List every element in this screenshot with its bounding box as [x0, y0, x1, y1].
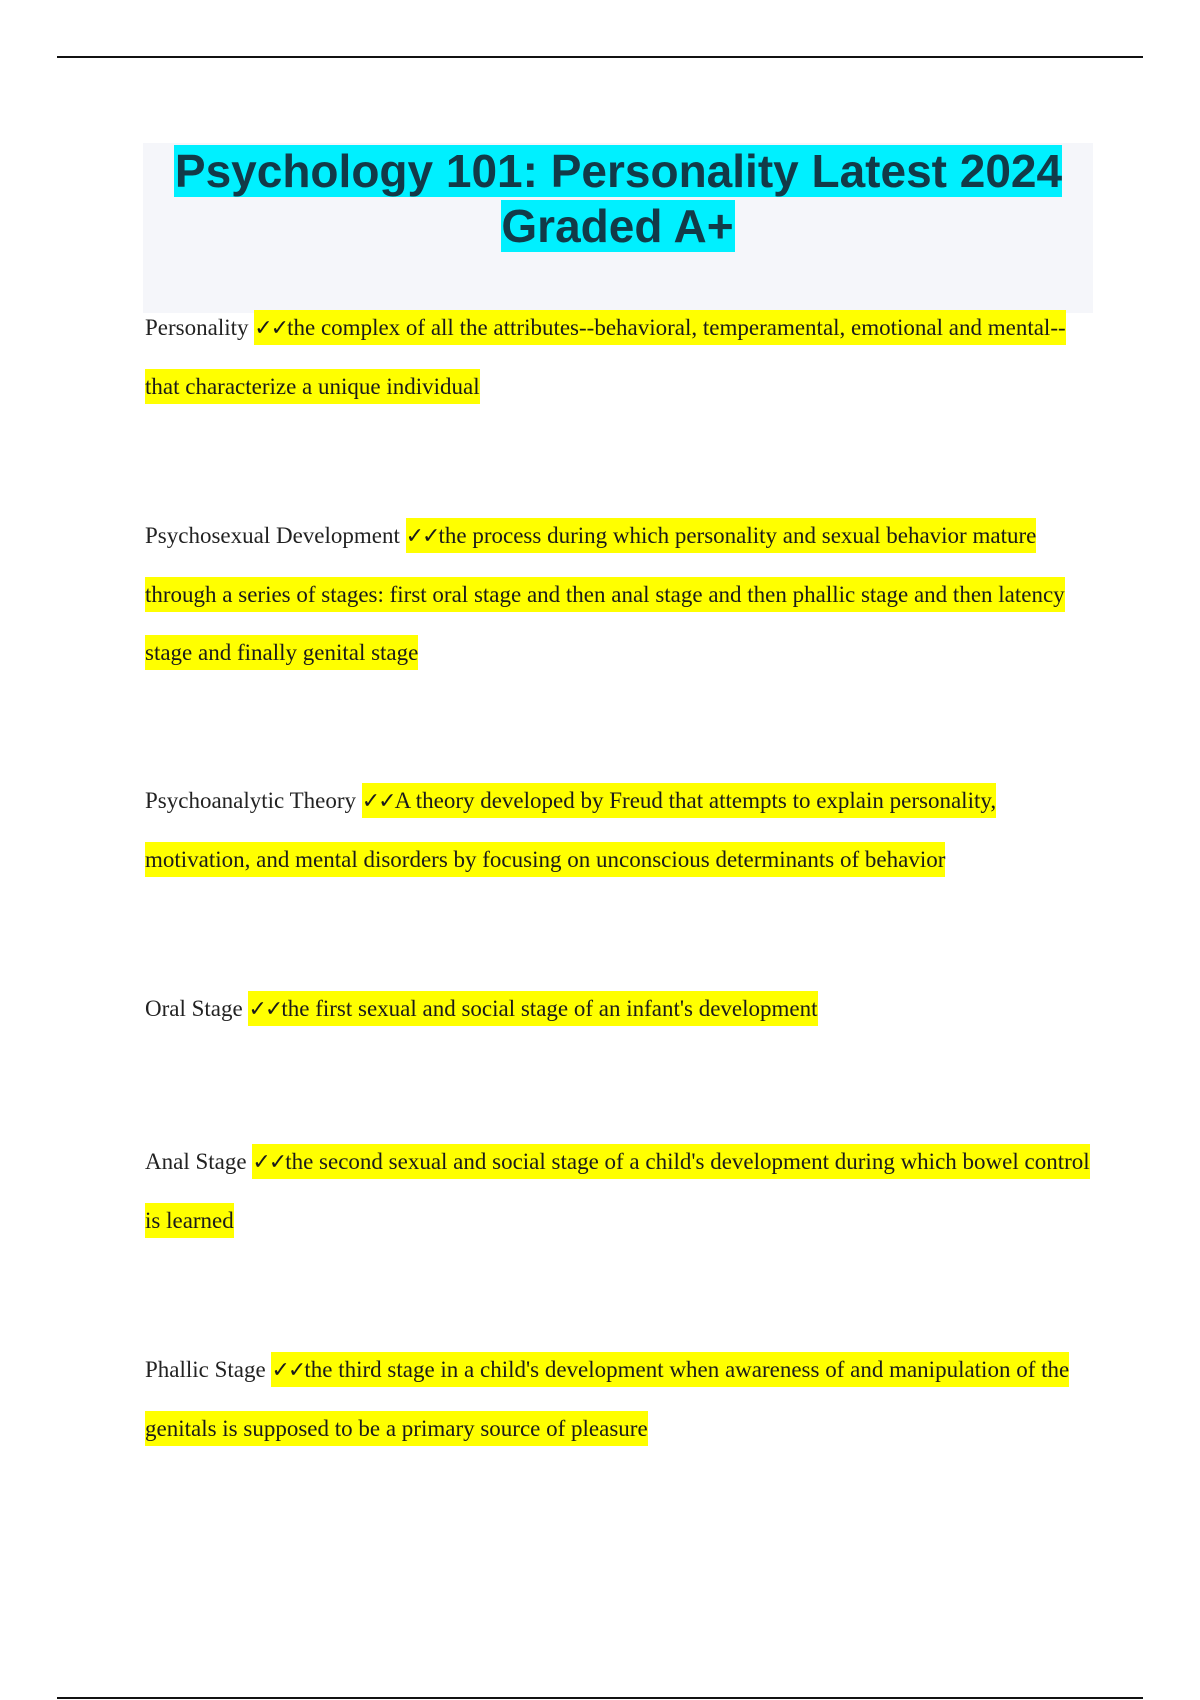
check-icon: ✓✓: [252, 1150, 286, 1175]
entry-definition: [145, 310, 1066, 404]
entry-definition-text: the second sexual and social stage of a child's development during which bowel control is learned: [145, 1149, 1090, 1233]
bottom-rule: [57, 1697, 1143, 1699]
top-rule: [57, 56, 1143, 58]
entry-definition-text: the third stage in a child's development when awareness of and manipulation of the genitals is supposed to be a primary source of pleasure: [145, 1357, 1070, 1441]
entry-personality: [145, 299, 1090, 416]
entry-term: Phallic Stage: [145, 1357, 266, 1382]
document-title-text: Psychology 101: Personality Latest 2024 Graded A+: [174, 145, 1063, 252]
check-icon: ✓✓: [254, 316, 288, 341]
entry-anal-stage: [145, 1133, 1090, 1250]
entry-definition-text: the first sexual and social stage of an infant's development: [281, 996, 818, 1021]
entry-term: Oral Stage: [145, 996, 243, 1021]
entry-definition: [145, 1352, 1069, 1446]
entry-definition: [248, 991, 817, 1026]
entry-term: Psychosexual Development: [145, 523, 400, 548]
entry-psychosexual-development: [145, 507, 1090, 682]
entry-definition: [145, 1144, 1090, 1238]
entry-definition-text: A theory developed by Freud that attempts to explain personality, motivation, and mental disorders by focusing on unconscious determinants of behavior: [145, 788, 997, 872]
check-icon: ✓✓: [361, 789, 395, 814]
entry-definition-text: the complex of all the attributes--behavioral, temperamental, emotional and mental--that characterize a unique individual: [145, 315, 1066, 399]
check-icon: ✓✓: [248, 997, 282, 1022]
document-title: [143, 144, 1093, 254]
entry-definition-text: the process during which personality and sexual behavior mature through a series of stages: first oral stage and then anal stage and then phallic stage and then latency stage and finally genital stage: [145, 523, 1065, 665]
entry-oral-stage: [145, 980, 1090, 1039]
entry-psychoanalytic-theory: [145, 772, 1090, 889]
entry-term: Anal Stage: [145, 1149, 247, 1174]
check-icon: ✓✓: [271, 1358, 305, 1383]
entry-phallic-stage: [145, 1341, 1090, 1458]
entry-term: Psychoanalytic Theory: [145, 788, 356, 813]
check-icon: ✓✓: [405, 524, 439, 549]
entry-term: Personality: [145, 315, 249, 340]
